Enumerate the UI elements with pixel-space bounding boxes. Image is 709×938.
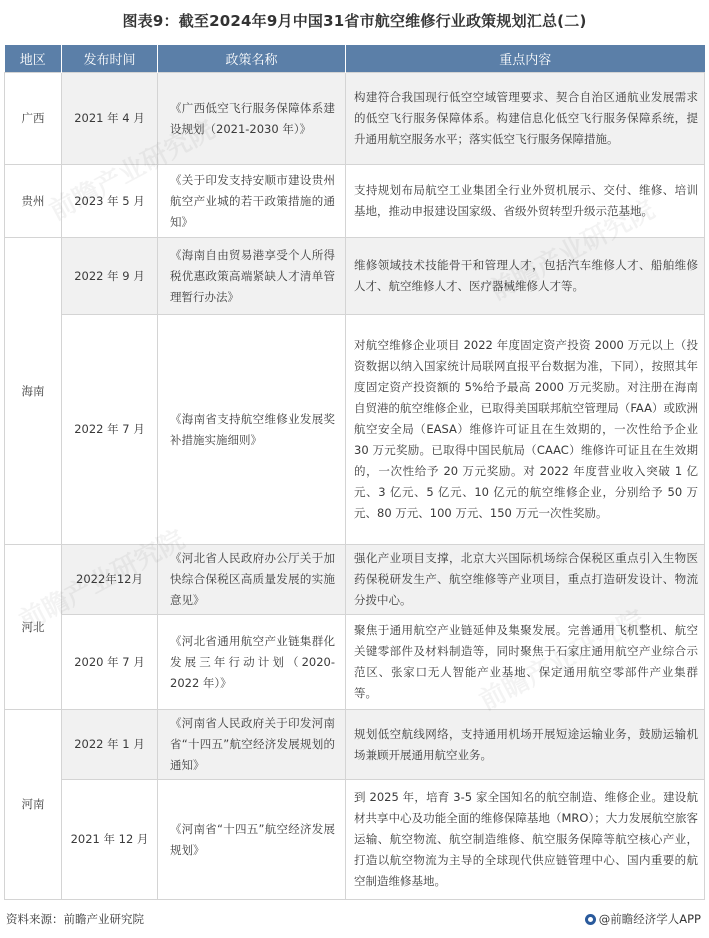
table-row <box>5 615 705 710</box>
page-title: 图表9：截至2024年9月中国31省市航空维修行业政策规划汇总(二) <box>122 12 587 30</box>
header-date: 发布时间 <box>62 45 158 73</box>
header-key-content: 重点内容 <box>346 45 705 73</box>
region-cell: 河北 <box>5 545 62 710</box>
region-cell: 贵州 <box>5 165 62 238</box>
policy-name-cell: 《河南省人民政府关于印发河南省“十四五”航空经济发展规划的通知》 <box>158 710 346 780</box>
policy-table <box>4 45 705 900</box>
brand-credit <box>585 911 701 927</box>
region-cell: 河南 <box>5 710 62 900</box>
policy-name-cell: 《河北省通用航空产业链集群化发展三年行动计划（2020-2022 年）》 <box>158 615 346 710</box>
policy-name-cell: 《广西低空飞行服务保障体系建设规划（2021-2030 年）》 <box>158 73 346 165</box>
date-cell: 2021 年 4 月 <box>62 73 158 165</box>
header-policy-name: 政策名称 <box>158 45 346 73</box>
content-cell: 强化产业项目支撑，北京大兴国际机场综合保税区重点引入生物医药保税研发生产、航空维修等产业项目，重点打造研发设计、物流分拨中心。 <box>346 545 705 615</box>
policy-name-cell: 《海南省支持航空维修业发展奖补措施实施细则》 <box>158 315 346 545</box>
table-row <box>5 710 705 780</box>
region-cell: 广西 <box>5 73 62 165</box>
region-cell: 海南 <box>5 238 62 545</box>
date-cell: 2022年12月 <box>62 545 158 615</box>
date-cell: 2022 年 1 月 <box>62 710 158 780</box>
policy-name-cell: 《河北省人民政府办公厅关于加快综合保税区高质量发展的实施意见》 <box>158 545 346 615</box>
date-cell: 2022 年 9 月 <box>62 238 158 315</box>
date-cell: 2023 年 5 月 <box>62 165 158 238</box>
content-cell: 维修领域技术技能骨干和管理人才，包括汽车维修人才、船舶维修人才、航空维修人才、医疗器械维修人才等。 <box>346 238 705 315</box>
table-row <box>5 238 705 315</box>
table-row <box>5 165 705 238</box>
content-cell: 到 2025 年，培育 3-5 家全国知名的航空制造、维修企业。建设航材共享中心及功能全面的维修保障基地（MRO）；大力发展航空旅客运输、航空物流、航空制造维修、航空服务保障等航空核心产业，打造以航空物流为主导的全球现代供应链管理中心、国内重要的航空制造维修基地。 <box>346 780 705 900</box>
content-cell: 构建符合我国现行低空空域管理要求、契合自治区通航业发展需求的低空飞行服务保障体系。构建信息化低空飞行服务保障系统，提升通用航空服务水平；落实低空飞行服务保障措施。 <box>346 73 705 165</box>
table-row <box>5 73 705 165</box>
date-cell: 2020 年 7 月 <box>62 615 158 710</box>
content-cell: 规划低空航线网络，支持通用机场开展短途运输业务，鼓励运输机场兼顾开展通用航空业务。 <box>346 710 705 780</box>
policy-name-cell: 《关于印发支持安顺市建设贵州航空产业城的若干政策措施的通知》 <box>158 165 346 238</box>
table-row <box>5 315 705 545</box>
content-cell: 对航空维修企业项目 2022 年度固定资产投资 2000 万元以上（投资数据以纳入国家统计局联网直报平台数据为准，下同），按照其年度固定资产投资额的 5%给予最高 2000 万元奖励。对注册在海南自贸港的航空维修企业，已取得美国联邦航空管理局（FAA）或欧洲航空安全局（EASA）维修许可证且在生效期的，一次性给予企业 30 万元奖励。已取得中国民航局（CAAC）维修许可证且在生效期的，一次性给予 20 万元奖励。对 2022 年度营业收入突破 1 亿元、3 亿元、5 亿元、10 亿元的航空维修企业，分别给予 50 万元、80 万元、100 万元、150 万元一次性奖励。 <box>346 315 705 545</box>
policy-name-cell: 《海南自由贸易港享受个人所得税优惠政策高端紧缺人才清单管理暂行办法》 <box>158 238 346 315</box>
table-row <box>5 780 705 900</box>
table-row <box>5 545 705 615</box>
table-header-row <box>5 45 705 73</box>
policy-name-cell: 《河南省“十四五”航空经济发展规划》 <box>158 780 346 900</box>
header-region: 地区 <box>5 45 62 73</box>
date-cell: 2021 年 12 月 <box>62 780 158 900</box>
source-note: 资料来源：前瞻产业研究院 <box>6 912 144 926</box>
content-cell: 支持规划布局航空工业集团全行业外贸机展示、交付、维修、培训基地，推动申报建设国家级、省级外贸转型升级示范基地。 <box>346 165 705 238</box>
brand-credit-text: @前瞻经济学人APP <box>598 912 701 926</box>
brand-logo-icon <box>585 914 596 925</box>
date-cell: 2022 年 7 月 <box>62 315 158 545</box>
content-cell: 聚焦于通用航空产业链延伸及集聚发展。完善通用飞机整机、航空关键零部件及材料制造等，同时聚焦于石家庄通用航空产业综合示范区、张家口无人智能产业基地、保定通用航空零部件产业集群等。 <box>346 615 705 710</box>
